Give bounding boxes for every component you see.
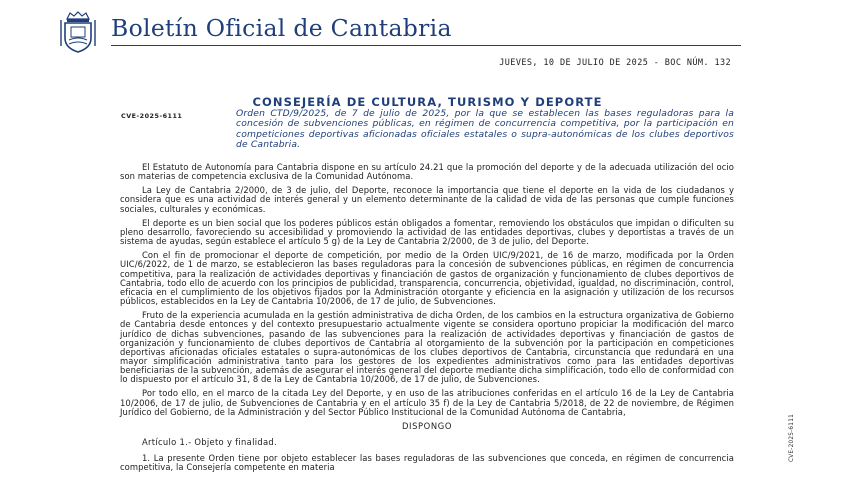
- issue-dateline: JUEVES, 10 DE JULIO DE 2025 - BOC NÚM. 132: [499, 58, 731, 68]
- masthead-title: Boletín Oficial de Cantabria: [111, 14, 452, 42]
- dispongo-heading: DISPONGO: [401, 420, 453, 431]
- masthead-divider: [111, 45, 741, 46]
- cantabria-coat-of-arms-icon: [59, 10, 97, 54]
- paragraph: La Ley de Cantabria 2/2000, de 3 de julio, del Deporte, reconoce la importancia que tiene el deporte en la vida de los ciudadanos y considera que es una actividad de interés general y un elemento determinante de la calidad de vida de las personas que cumple funciones sociales, culturales y económicas.: [120, 185, 734, 214]
- paragraph: El Estatuto de Autonomía para Cantabria dispone en su artículo 24.21 que la promoción del deporte y de la adecuada utilización del ocio son materias de competencia exclusiva de la Comunidad Autónoma.: [120, 162, 734, 182]
- article-paragraph: 1. La presente Orden tiene por objeto establecer las bases reguladoras de las subvenciones que conceda, en régimen de concurrencia competitiva, la Consejería competente en materia: [120, 453, 734, 473]
- paragraph: Por todo ello, en el marco de la citada Ley del Deporte, y en uso de las atribuciones conferidas en el artículo 16 de la Ley de Cantabria 10/2006, de 17 de julio, de Subvenciones de Cantabria y en el artículo 35 f) de la Ley de Cantabria 5/2018, de 22 de noviembre, de Régimen Jurídico del Gobierno, de la Administración y del Sector Público Institucional de la Comunidad Autónoma de Cantabria,: [120, 388, 734, 417]
- paragraph: El deporte es un bien social que los poderes públicos están obligados a fomentar, removiendo los obstáculos que impidan o dificulten su pleno desarrollo, favoreciendo su accesibilidad y promoviendo la actividad de las entidades deportivas, clubes y deportistas a través de un sistema de ayudas, según establece el artículo 5 g) de la Ley de Cantabria 2/2000, de 3 de julio, del Deporte.: [120, 217, 734, 247]
- document-body: [120, 163, 734, 478]
- cve-code: CVE-2025-6111: [121, 112, 183, 120]
- section-title: CONSEJERÍA DE CULTURA, TURISMO Y DEPORTE: [252, 95, 603, 109]
- side-cve-code: CVE-2025-6111: [789, 414, 795, 462]
- paragraph: Fruto de la experiencia acumulada en la gestión administrativa de dicha Orden, de los cambios en la estructura organizativa de Gobierno de Cantabria desde entonces y del contexto presupuestario actualmente vigente se considera oportuno propiciar la modificación del marco jurídico de dichas subvenciones, pasando de las subvenciones para la realización de actividades deportivas y financiación de gastos de organización y funcionamiento de clubes deportivos de Cantabria al otorgamiento de la subvención por la participación en competiciones deportivas aficionadas oficiales estatales o supra-autonómicas de los clubes deportivos de Cantabria, circunstancia que redundará en una mayor simplificación administrativa tanto para los gestores de los expedientes administrativos como para las entidades deportivas beneficiarias de la subvención, además de asegurar el interés general del deporte mediante dicha simplificación, todo ello de conformidad con lo dispuesto por el artículo 31, 8 de la Ley de Cantabria 10/2006, de 17 de julio, de Subvenciones.: [120, 310, 734, 385]
- article-heading: Artículo 1.- Objeto y finalidad.: [142, 437, 277, 448]
- order-title: Orden CTD/9/2025, de 7 de julio de 2025, por la que se establecen las bases reguladoras para la concesión de subvenciones públicas, en régimen de concurrencia competitiva, por la participación en competiciones deportivas aficionadas oficiales estatales o supra-autonómicas de los clubes deportivos de Cantabria.: [236, 108, 734, 151]
- paragraph: Con el fin de promocionar el deporte de competición, por medio de la Orden UIC/9/2021, de 16 de marzo, modificada por la Orden UIC/6/2022, de 1 de marzo, se establecieron las bases reguladoras para la concesión de subvenciones públicas, en régimen de concurrencia competitiva, para la realización de actividades deportivas y financiación de gastos de organización y funcionamiento de clubes deportivos de Cantabria, todo ello de acuerdo con los principios de publicidad, transparencia, concurrencia, objetividad, igualdad, no discriminación, control, eficacia en el cumplimiento de los objetivos fijados por la Administración otorgante y eficiencia en la asignación y utilización de los recursos públicos, establecidos en la Ley de Cantabria 10/2006, de 17 de julio, de Subvenciones.: [120, 250, 734, 307]
